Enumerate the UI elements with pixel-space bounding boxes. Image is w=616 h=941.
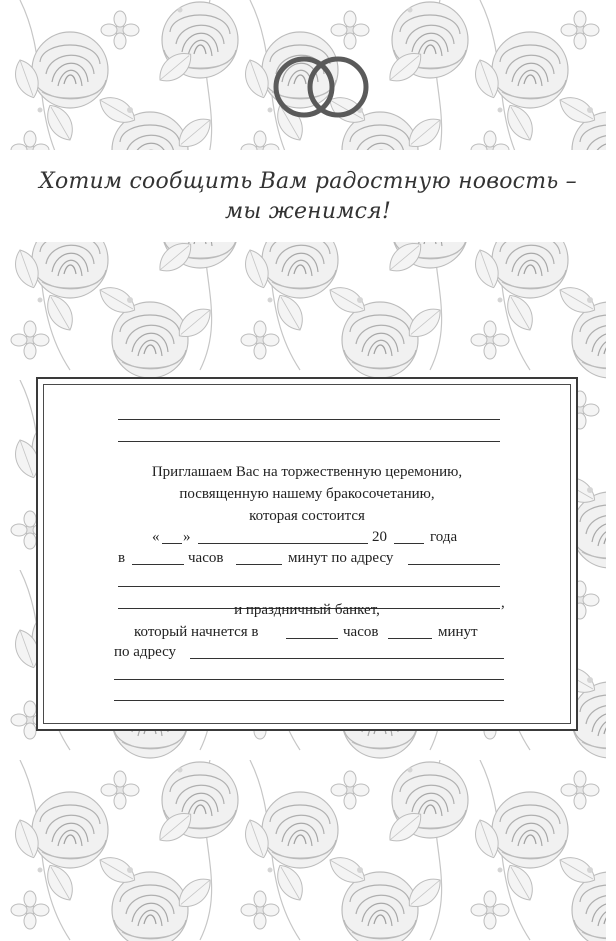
headline (10, 167, 606, 227)
blank-line-names-2 (118, 441, 500, 442)
blank-line-names-1 (118, 419, 500, 420)
blank-address-start (408, 564, 500, 565)
banquet-line-1: и праздничный банкет, (234, 602, 380, 618)
minutes-address-label: минут по адресу (288, 550, 394, 566)
blank-banquet-address-2 (114, 679, 504, 680)
blank-year (394, 543, 424, 544)
blank-banquet-minutes (388, 638, 432, 639)
address-comma: , (501, 595, 505, 611)
address-label: по адресу (114, 644, 177, 660)
blank-minutes (236, 564, 282, 565)
invitation-line-2: посвященную нашему бракосочетанию, (179, 486, 435, 502)
year-suffix: года (430, 529, 458, 545)
headline-line-1: Хотим сообщить Вам радостную новость – (39, 169, 577, 194)
year-prefix: 20 (372, 529, 387, 545)
headline-line-2: мы женимся! (224, 199, 391, 224)
banquet-prefix: который начнется в (134, 624, 259, 640)
time-prefix: в (118, 550, 126, 566)
blank-hours-line (132, 564, 184, 565)
blank-month (198, 543, 368, 544)
date-close-quote: » (183, 529, 191, 545)
date-open-quote: « (152, 529, 160, 545)
blank-banquet-hours (286, 638, 338, 639)
wedding-rings-icon (266, 52, 376, 122)
invitation-line-1: Приглашаем Вас на торжественную церемонию, (151, 464, 463, 480)
hours-label: часов (188, 550, 224, 566)
invitation-card (36, 377, 578, 731)
blank-banquet-address-1 (190, 658, 504, 659)
banquet-minutes-label: минут (438, 624, 478, 640)
banquet-hours-label: часов (343, 624, 379, 640)
invitation-line-3: которая состоится (249, 508, 365, 524)
blank-banquet-address-3 (114, 700, 504, 701)
blank-day (162, 543, 182, 544)
blank-line-address-1 (118, 586, 500, 587)
invitation-page (10, 0, 606, 941)
